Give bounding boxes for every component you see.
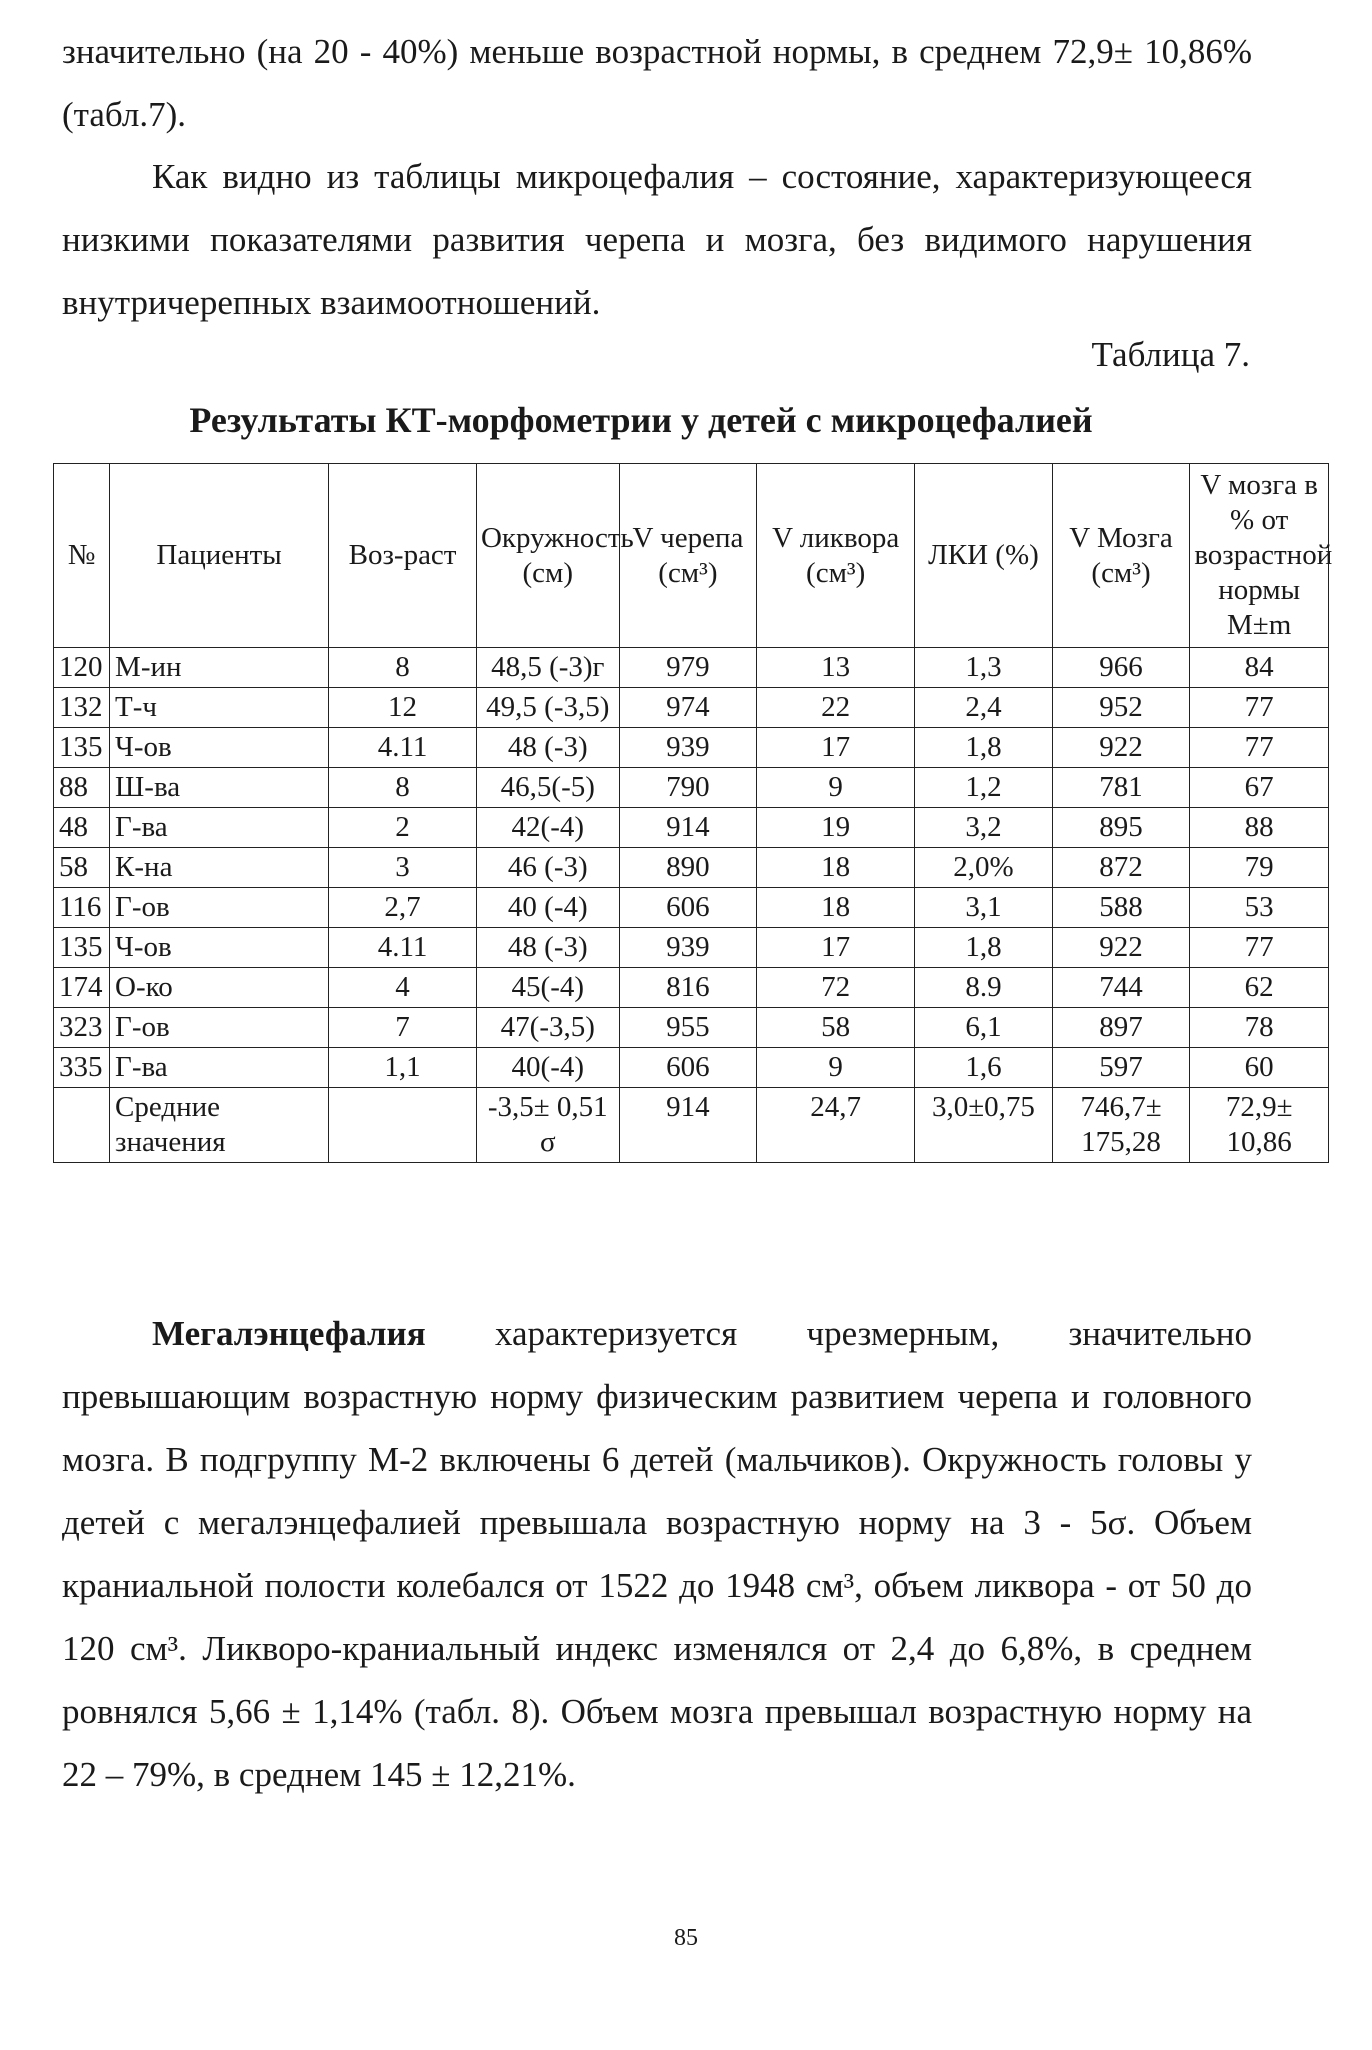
row-v-skull: 979 xyxy=(619,648,757,688)
row-v-brain: 922 xyxy=(1052,728,1190,768)
row-num: 135 xyxy=(54,728,110,768)
row-v-brain-pct: 79 xyxy=(1190,848,1329,888)
summary-skull: 914 xyxy=(619,1088,757,1163)
row-v-brain: 895 xyxy=(1052,808,1190,848)
row-lki: 3,1 xyxy=(915,888,1053,928)
row-circumference: 48 (-3) xyxy=(476,728,619,768)
row-circumference: 47(-3,5) xyxy=(476,1008,619,1048)
term-megalencephaly: Мегалэнцефалия xyxy=(152,1314,426,1353)
row-lki: 1,3 xyxy=(915,648,1053,688)
row-v-brain-pct: 84 xyxy=(1190,648,1329,688)
row-lki: 8.9 xyxy=(915,968,1053,1008)
row-patient: О-ко xyxy=(110,968,329,1008)
row-v-brain: 588 xyxy=(1052,888,1190,928)
row-v-liquor: 9 xyxy=(757,768,915,808)
header-v-skull: V черепа (см³) xyxy=(619,464,757,648)
row-num: 48 xyxy=(54,808,110,848)
table-row xyxy=(54,688,1329,728)
row-age: 12 xyxy=(329,688,477,728)
morphometry-table xyxy=(53,463,1333,1163)
row-v-brain-pct: 67 xyxy=(1190,768,1329,808)
row-num: 58 xyxy=(54,848,110,888)
table-title-text: Результаты КТ-морфометрии у детей с микроцефалией xyxy=(189,400,1093,440)
header-lki: ЛКИ (%) xyxy=(915,464,1053,648)
row-num: 335 xyxy=(54,1048,110,1088)
row-v-brain: 952 xyxy=(1052,688,1190,728)
header-v-liquor: V ликвора (см³) xyxy=(757,464,915,648)
table-row xyxy=(54,808,1329,848)
row-lki: 1,2 xyxy=(915,768,1053,808)
summary-liquor: 24,7 xyxy=(757,1088,915,1163)
row-age: 4 xyxy=(329,968,477,1008)
row-patient: Ш-ва xyxy=(110,768,329,808)
row-age: 3 xyxy=(329,848,477,888)
row-v-brain-pct: 53 xyxy=(1190,888,1329,928)
paragraph-text: Как видно из таблицы микроцефалия – состояние, характеризующееся низкими показателями развития черепа и мозга, без видимого нарушения внутричерепных взаимоотношений. xyxy=(62,157,1252,322)
row-v-skull: 606 xyxy=(619,1048,757,1088)
paragraph-megalencephaly xyxy=(62,1302,1252,1806)
paragraph-table-summary xyxy=(62,145,1252,334)
row-circumference: 42(-4) xyxy=(476,808,619,848)
row-lki: 1,6 xyxy=(915,1048,1053,1088)
row-v-skull: 816 xyxy=(619,968,757,1008)
summary-age xyxy=(329,1088,477,1163)
table-title xyxy=(0,395,1372,445)
table-row xyxy=(54,928,1329,968)
row-lki: 2,4 xyxy=(915,688,1053,728)
summary-label: Средние значения xyxy=(110,1088,329,1163)
row-v-skull: 890 xyxy=(619,848,757,888)
row-patient: К-на xyxy=(110,848,329,888)
row-v-liquor: 58 xyxy=(757,1008,915,1048)
row-num: 116 xyxy=(54,888,110,928)
row-num: 174 xyxy=(54,968,110,1008)
row-patient: М-ин xyxy=(110,648,329,688)
row-age: 2,7 xyxy=(329,888,477,928)
row-patient: Г-ов xyxy=(110,888,329,928)
paragraph-intro xyxy=(62,20,1252,146)
megalencephaly-text: характеризуется чрезмерным, значительно превышающим возрастную норму физическим развитием черепа и головного мозга. В подгруппу М-2 включены 6 детей (мальчиков). Окружность головы у детей с мегалэнцефалией превышала возрастную норму на 3 - 5σ. Объем краниальной полости колебался от 1522 до 1948 см³, объем ликвора - от 50 до 120 см³. Ликворо-краниальный индекс изменялся от 2,4 до 6,8%, в среднем ровнялся 5,66 ± 1,14% (табл. 8). Объем мозга превышал возрастную норму на 22 – 79%, в среднем 145 ± 12,21%. xyxy=(62,1314,1252,1794)
row-age: 8 xyxy=(329,768,477,808)
summary-brain: 746,7± 175,28 xyxy=(1052,1088,1190,1163)
row-circumference: 49,5 (-3,5) xyxy=(476,688,619,728)
header-circumference: Окружность (см) xyxy=(476,464,619,648)
row-v-brain-pct: 77 xyxy=(1190,928,1329,968)
row-v-skull: 939 xyxy=(619,928,757,968)
row-v-brain: 781 xyxy=(1052,768,1190,808)
row-num: 323 xyxy=(54,1008,110,1048)
row-num: 120 xyxy=(54,648,110,688)
row-v-brain-pct: 60 xyxy=(1190,1048,1329,1088)
row-patient: Ч-ов xyxy=(110,928,329,968)
header-age: Воз-раст xyxy=(329,464,477,648)
table-row xyxy=(54,1048,1329,1088)
row-patient: Г-ов xyxy=(110,1008,329,1048)
row-v-brain-pct: 62 xyxy=(1190,968,1329,1008)
header-num: № xyxy=(54,464,110,648)
row-v-brain-pct: 77 xyxy=(1190,688,1329,728)
row-v-liquor: 13 xyxy=(757,648,915,688)
row-circumference: 46,5(-5) xyxy=(476,768,619,808)
row-num: 135 xyxy=(54,928,110,968)
row-v-brain: 922 xyxy=(1052,928,1190,968)
row-patient: Ч-ов xyxy=(110,728,329,768)
table-header-row xyxy=(54,464,1329,648)
row-num: 132 xyxy=(54,688,110,728)
summary-pct: 72,9± 10,86 xyxy=(1190,1088,1329,1163)
table-label: Таблица 7. xyxy=(1091,335,1250,374)
row-age: 7 xyxy=(329,1008,477,1048)
row-v-liquor: 17 xyxy=(757,928,915,968)
row-circumference: 48 (-3) xyxy=(476,928,619,968)
header-v-brain-pct: V мозга в % от возрастной нормы M±m xyxy=(1190,464,1329,648)
row-v-brain: 966 xyxy=(1052,648,1190,688)
table-summary-row xyxy=(54,1088,1329,1163)
paragraph-text xyxy=(62,1302,1252,1806)
row-v-brain: 597 xyxy=(1052,1048,1190,1088)
row-v-liquor: 72 xyxy=(757,968,915,1008)
header-v-brain: V Мозга (см³) xyxy=(1052,464,1190,648)
row-circumference: 48,5 (-3)г xyxy=(476,648,619,688)
header-patients: Пациенты xyxy=(110,464,329,648)
row-lki: 2,0% xyxy=(915,848,1053,888)
row-v-brain: 744 xyxy=(1052,968,1190,1008)
table-body xyxy=(54,648,1329,1088)
row-lki: 3,2 xyxy=(915,808,1053,848)
row-v-liquor: 18 xyxy=(757,848,915,888)
row-v-brain-pct: 88 xyxy=(1190,808,1329,848)
row-v-liquor: 22 xyxy=(757,688,915,728)
row-patient: Г-ва xyxy=(110,1048,329,1088)
summary-num xyxy=(54,1088,110,1163)
row-v-brain: 872 xyxy=(1052,848,1190,888)
row-v-liquor: 19 xyxy=(757,808,915,848)
row-circumference: 40(-4) xyxy=(476,1048,619,1088)
paragraph-text: значительно (на 20 - 40%) меньше возрастной нормы, в среднем 72,9± 10,86% (табл.7). xyxy=(62,32,1252,134)
row-lki: 1,8 xyxy=(915,928,1053,968)
table-row xyxy=(54,768,1329,808)
table-row xyxy=(54,968,1329,1008)
row-v-brain: 897 xyxy=(1052,1008,1190,1048)
table-row xyxy=(54,1008,1329,1048)
row-age: 4.11 xyxy=(329,928,477,968)
row-v-liquor: 18 xyxy=(757,888,915,928)
table-row xyxy=(54,728,1329,768)
row-v-skull: 974 xyxy=(619,688,757,728)
row-v-liquor: 9 xyxy=(757,1048,915,1088)
row-circumference: 45(-4) xyxy=(476,968,619,1008)
row-lki: 1,8 xyxy=(915,728,1053,768)
row-v-skull: 955 xyxy=(619,1008,757,1048)
row-v-liquor: 17 xyxy=(757,728,915,768)
row-v-brain-pct: 78 xyxy=(1190,1008,1329,1048)
table-row xyxy=(54,648,1329,688)
row-patient: Т-ч xyxy=(110,688,329,728)
row-circumference: 40 (-4) xyxy=(476,888,619,928)
row-lki: 6,1 xyxy=(915,1008,1053,1048)
table-row xyxy=(54,848,1329,888)
row-num: 88 xyxy=(54,768,110,808)
table-row xyxy=(54,888,1329,928)
summary-circ: -3,5± 0,51 σ xyxy=(476,1088,619,1163)
row-age: 8 xyxy=(329,648,477,688)
row-patient: Г-ва xyxy=(110,808,329,848)
row-v-skull: 939 xyxy=(619,728,757,768)
row-v-skull: 914 xyxy=(619,808,757,848)
row-age: 4.11 xyxy=(329,728,477,768)
page-number: 85 xyxy=(674,1925,698,1951)
row-v-skull: 606 xyxy=(619,888,757,928)
row-circumference: 46 (-3) xyxy=(476,848,619,888)
row-v-brain-pct: 77 xyxy=(1190,728,1329,768)
row-age: 2 xyxy=(329,808,477,848)
row-age: 1,1 xyxy=(329,1048,477,1088)
summary-lki: 3,0±0,75 xyxy=(915,1088,1053,1163)
row-v-skull: 790 xyxy=(619,768,757,808)
